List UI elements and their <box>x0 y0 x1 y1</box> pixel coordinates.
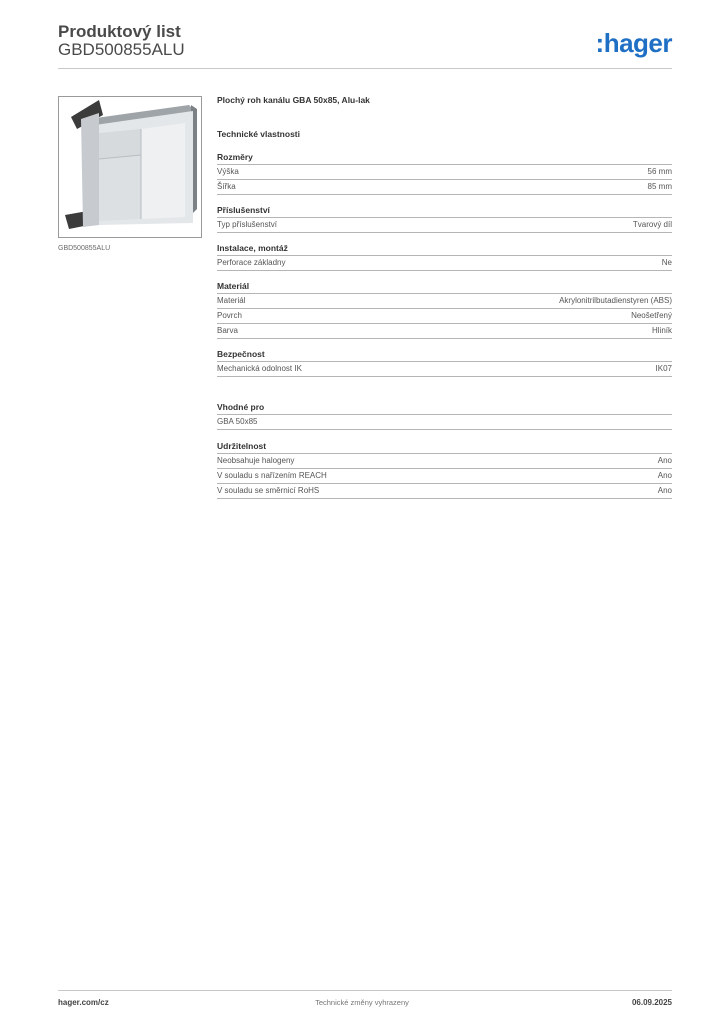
spec-label: Šířka <box>217 182 236 191</box>
spec-value: Akrylonitrilbutadienstyren (ABS) <box>559 296 672 305</box>
spec-row <box>217 218 672 233</box>
spec-row <box>217 454 672 469</box>
spec-value: Tvarový díl <box>632 220 672 229</box>
website-link[interactable]: hager.com/cz <box>58 998 109 1007</box>
spec-label: Materiál <box>217 296 246 305</box>
technical-properties-heading: Technické vlastnosti <box>217 129 300 139</box>
page-title: Produktový list <box>58 22 181 41</box>
product-name: Plochý roh kanálu GBA 50x85, Alu-lak <box>217 95 370 105</box>
spec-value: IK07 <box>655 364 672 373</box>
spec-value: 85 mm <box>647 182 672 191</box>
spec-value: 56 mm <box>647 167 672 176</box>
product-code: GBD500855ALU <box>58 40 185 59</box>
spec-label: Výška <box>217 167 239 176</box>
footer-disclaimer: Technické změny vyhrazeny <box>315 998 409 1007</box>
section-safety <box>217 348 672 377</box>
spec-value: Ano <box>657 486 672 495</box>
spec-row <box>217 484 672 499</box>
product-image <box>58 96 202 238</box>
spec-value: Hliník <box>651 326 672 335</box>
spec-row <box>217 256 672 271</box>
spec-row <box>217 309 672 324</box>
spec-label: V souladu s nařízením REACH <box>217 471 327 480</box>
spec-value: Ne <box>661 258 672 267</box>
spec-label: Perforace základny <box>217 258 286 267</box>
spec-value: Ano <box>657 456 672 465</box>
spec-label: V souladu se směrnicí RoHS <box>217 486 320 495</box>
section-title: Rozměry <box>217 151 672 165</box>
section-title: Vhodné pro <box>217 401 672 415</box>
spec-row <box>217 294 672 309</box>
spec-label: Typ příslušenství <box>217 220 278 229</box>
section-title: Bezpečnost <box>217 348 672 362</box>
section-title: Udržitelnost <box>217 440 672 454</box>
section-suitable-for <box>217 401 672 430</box>
hager-logo: :hager <box>595 28 672 58</box>
section-title: Instalace, montáž <box>217 242 672 256</box>
spec-row <box>217 469 672 484</box>
section-accessories <box>217 204 672 233</box>
spec-label: Mechanická odolnost IK <box>217 364 302 373</box>
spec-row <box>217 415 672 430</box>
spec-row <box>217 165 672 180</box>
spec-row <box>217 180 672 195</box>
section-title: Příslušenství <box>217 204 672 218</box>
spec-value: Ano <box>657 471 672 480</box>
section-title: Materiál <box>217 280 672 294</box>
spec-label: Povrch <box>217 311 242 320</box>
section-dimensions <box>217 151 672 195</box>
spec-row <box>217 324 672 339</box>
header-divider <box>58 68 672 69</box>
section-sustainability <box>217 440 672 499</box>
section-material <box>217 280 672 339</box>
corner-channel-image <box>59 97 201 237</box>
image-caption: GBD500855ALU <box>58 245 111 252</box>
spec-label: Barva <box>217 326 238 335</box>
spec-label: GBA 50x85 <box>217 417 258 426</box>
footer-divider <box>58 990 672 991</box>
document-date: 06.09.2025 <box>631 998 672 1007</box>
spec-content <box>217 95 672 499</box>
spec-row <box>217 362 672 377</box>
section-installation <box>217 242 672 271</box>
spec-value: Neošetřený <box>631 311 672 320</box>
spec-label: Neobsahuje halogeny <box>217 456 295 465</box>
